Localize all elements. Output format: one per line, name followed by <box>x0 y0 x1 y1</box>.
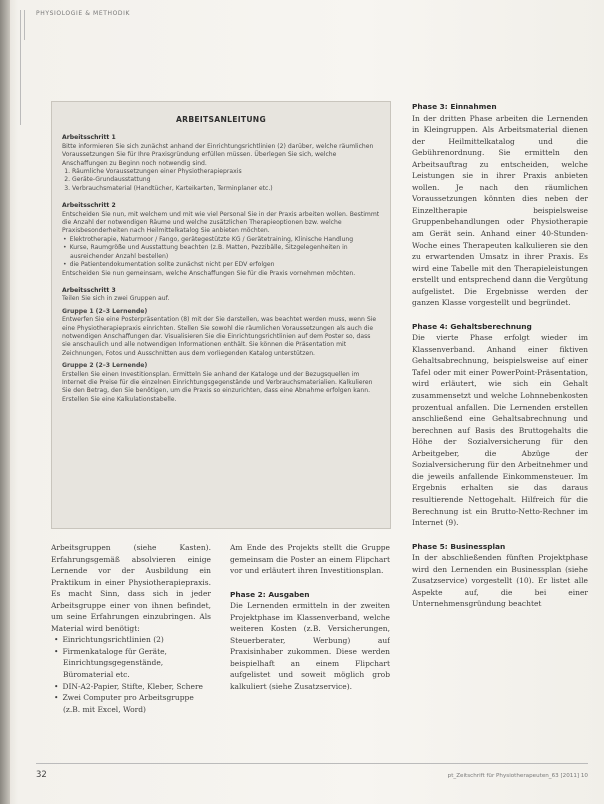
step2-outro: Entscheiden Sie nun gemeinsam, welche Anschaffungen Sie für die Praxis vornehmen möchten. <box>62 269 356 277</box>
materials-list <box>51 634 211 715</box>
step1-item: 2. Geräte-Grundausstattung <box>72 176 380 184</box>
page-number: 32 <box>36 770 47 780</box>
phase4-text: Die vierte Phase erfolgt wieder im Klassenverband. Anhand einer fiktiven Gehaltsabrechnung, beispielsweise auf einer Tafel oder mit einer PowerPoint-Präsentation, wird erläutert, wie sich ein Gehalt zusammensetzt und welche Lohnnebenkosten prozentual anfallen. Die Lernenden erstellen anschließend eine Gehaltsabrechnung und berechnen auf Basis des Bruttogehalts die Höhe der Sozialversicherung für den Arbeitgeber, die Abzüge der Sozialversicherung für den Arbeitnehmer und die jeweils anfallende Einkommensteuer. Im Ergebnis erhalten sie das daraus resultierende Nettogehalt. Hilfreich für die Berechnung ist ein Brutto-Netto-Rechner im Internet (9). <box>412 333 588 528</box>
step2-item: • die Patientendokumentation sollte zunächst nicht per EDV erfolgen <box>70 261 380 269</box>
step3-intro: Teilen Sie sich in zwei Gruppen auf. <box>62 295 170 303</box>
step3-title: Arbeitsschritt 3 <box>62 286 116 294</box>
phase2-heading: Phase 2: Ausgaben <box>230 589 310 599</box>
material-item: • Einrichtungsrichtlinien (2) <box>61 634 211 646</box>
step2-item: • Elektrotherapie, Naturmoor / Fango, gerätegestützte KG / Gerätetraining, Klinische Handlung <box>70 236 380 244</box>
body-column-right <box>412 101 588 781</box>
work-instructions-box <box>51 101 391 529</box>
step1-intro: Bitte informieren Sie sich zunächst anhand der Einrichtungsrichtlinien (2) darüber, welche räumlichen Voraussetzungen Sie für Ihre Praxisgründung erfüllen müssen. Überlegen Sie sich, welche Anschaffungen zu Beginn noch notwendig sind. <box>62 142 374 167</box>
phase4-heading: Phase 4: Gehaltsberechnung <box>412 321 532 331</box>
book-binding-shadow <box>0 0 10 804</box>
group1-text: Entwerfen Sie eine Posterpräsentation (8) mit der Sie darstellen, was beachtet werden muss, wenn Sie eine Physiotherapiepraxis einrichten. Stellen Sie sowohl die räumlichen Voraussetzungen als auch die notwendigen Anschaffungen dar. Visualisieren Sie die Einrichtungsrichtlinien auf dem Poster so, dass sie anschaulich und alle notwendigen Informationen enthält. Sie können die Präsentation mit Zeichnungen, Fotos und Ausschnitten aus dem vorliegenden Katalog unterstützen. <box>62 316 377 357</box>
margin-rule <box>20 10 21 125</box>
margin-rule-secondary <box>24 10 25 40</box>
phase2-text: Die Lernenden ermitteln in der zweiten Projektphase im Klassenverband, welche weiteren Kosten (z.B. Versicherungen, Steuerberater, Werbung) auf Praxisinhaber zukommen. Diese werden beispielhaft an einem Flipchart aufgelistet und soweit möglich grob kalkuliert (siehe Zusatzservice). <box>230 601 390 691</box>
group2-title: Gruppe 2 (2–3 Lernende) <box>62 362 148 370</box>
step2-list <box>62 236 380 270</box>
phase3-text: In der dritten Phase arbeiten die Lernenden in Kleingruppen. Als Arbeitsmaterial dienen der Heilmittelkatalog und die Gebührenordnung. Sie ermitteln den Arbeitsauftrag zu entscheiden, welche Leistungen sie in ihrer Praxis anbieten wollen. Je nach den räumlichen Voraussetzungen könnten dies neben der Einzeltherapie beispielsweise Gruppenbehandlungen oder Physiotherapie am Gerät sein. Anhand einer 40-Stunden-Woche eines Therapeuten kalkulieren sie den zu erwartenden Umsatz in ihrer Praxis. Es wird eine Tabelle mit den Therapieleistungen erstellt und entsprechend dann die Vergütung aufgelistet. Die Ergebnisse werden der ganzen Klasse vorgestellt und begründet. <box>412 113 588 308</box>
material-item: • Firmenkataloge für Geräte, Einrichtungsgegenstände, Büromaterial etc. <box>61 646 211 681</box>
footer-rule <box>36 763 588 764</box>
step1-title: Arbeitsschritt 1 <box>62 134 116 142</box>
step1-item: 1. Räumliche Voraussetzungen einer Physiotherapiepraxis <box>72 168 380 176</box>
step2-intro: Entscheiden Sie nun, mit welchem und mit wie viel Personal Sie in der Praxis arbeiten wollen. Bestimmt die Anzahl der notwendigen Räume und welche zusätzlichen Therapieoptionen bzw. welche Praxisbesonderheiten nach Heilmittelkatalog Sie anbieten möchten. <box>62 210 380 235</box>
phase5-text: In der abschließenden fünften Projektphase wird den Lernenden ein Businessplan (siehe Zusatzservice) vorgestellt (10). Er listet alle Aspekte auf, die bei einer Unternehmensgründung beachtet <box>412 553 588 609</box>
step2-title: Arbeitsschritt 2 <box>62 202 116 210</box>
body-column-middle <box>230 542 390 752</box>
material-item: • DIN-A2-Papier, Stifte, Kleber, Schere <box>61 681 211 693</box>
left-intro: Arbeitsgruppen (siehe Kasten). Erfahrungsgemäß absolvieren einige Lernende vor der Ausbildung ein Praktikum in einer Physiotherapiepraxis. Es macht Sinn, dass sich in jeder Arbeitsgruppe einer von ihnen befindet, um seine Erfahrungen einzubringen. Als Material wird benötigt: <box>51 543 211 633</box>
phase5-heading: Phase 5: Businessplan <box>412 541 506 551</box>
step1-list <box>62 168 380 193</box>
group1-title: Gruppe 1 (2–3 Lernende) <box>62 307 148 315</box>
step1-item: 3. Verbrauchsmaterial (Handtücher, Karteikarten, Terminplaner etc.) <box>72 185 380 193</box>
journal-citation: pt_Zeitschrift für Physiotherapeuten_63 [2011] 10 <box>447 773 588 779</box>
group2-text: Erstellen Sie einen Investitionsplan. Ermitteln Sie anhand der Kataloge und der Bezugsquellen im Internet die Preise für die einzelnen Einrichtungsgegenstände und Verbrauchsmaterialien. Kalkulieren Sie den Betrag, den Sie benötigen, um die Praxis so einzurichten, dass eine Abnahme erfolgen kann. Erstellen Sie eine Kalkulationstabelle. <box>62 370 373 403</box>
step2-item: • Kurse, Raumgröße und Ausstattung beachten (z.B. Matten, Pezzibälle, Sitzgelegenheiten in ausreichender Anzahl bestellen) <box>70 244 380 261</box>
running-head: PHYSIOLOGIE & METHODIK <box>36 10 131 17</box>
body-column-left <box>51 542 211 752</box>
material-item: • Zwei Computer pro Arbeitsgruppe (z.B. mit Excel, Word) <box>61 692 211 715</box>
mid-intro: Am Ende des Projekts stellt die Gruppe gemeinsam die Poster an einem Flipchart vor und erläutert ihren Investitionsplan. <box>230 543 390 576</box>
box-title: ARBEITSANLEITUNG <box>176 115 266 124</box>
phase3-heading: Phase 3: Einnahmen <box>412 102 497 111</box>
